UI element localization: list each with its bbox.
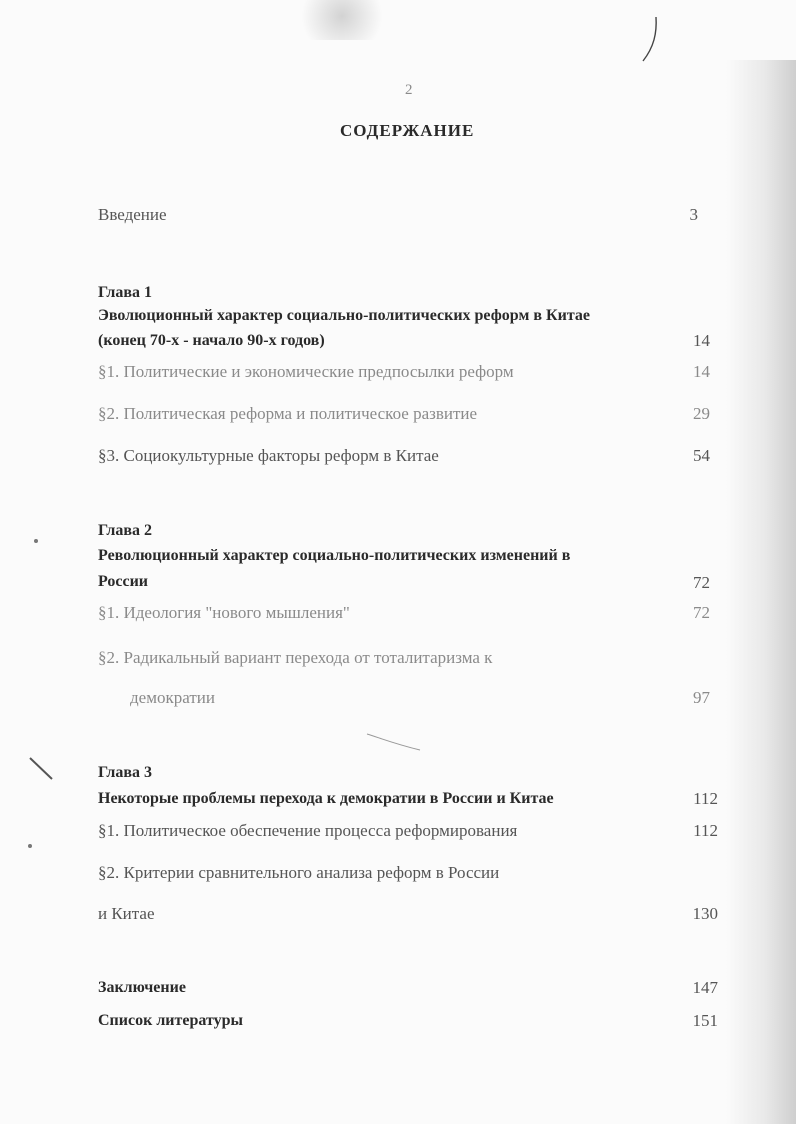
chapter3-page: 112 <box>693 789 718 808</box>
page-title: СОДЕРЖАНИЕ <box>340 121 475 140</box>
chapter1-section1-label: §1. Политические и экономические предпосылки реформ <box>98 362 514 381</box>
chapter2-page: 72 <box>693 573 710 592</box>
toc-conclusion-page: 147 <box>692 978 718 997</box>
chapter1-title-line1: Эволюционный характер социально-политических реформ в Китае <box>98 307 590 324</box>
chapter2-heading: Глава 2 <box>98 522 152 539</box>
toc-bibliography-page: 151 <box>692 1011 718 1030</box>
chapter1-section3-page: 54 <box>693 446 710 465</box>
chapter3-section2-label-cont: и Китае <box>98 904 155 923</box>
chapter3-section1-page: 112 <box>693 821 718 840</box>
chapter1-title-line2: (конец 70-х - начало 90-х годов) <box>98 332 325 349</box>
chapter2-section1-label: §1. Идеология "нового мышления" <box>98 603 350 622</box>
chapter2-section2-label-cont: демократии <box>130 688 215 707</box>
chapter3-section1-label: §1. Политическое обеспечение процесса реформирования <box>98 821 518 840</box>
chapter2-title-line2: России <box>98 573 149 590</box>
stray-dot <box>24 840 36 852</box>
toc-intro-page: 3 <box>689 205 698 224</box>
chapter2-section2-page: 97 <box>693 688 710 707</box>
chapter1-page: 14 <box>693 331 710 350</box>
pen-stroke-mark <box>640 15 660 65</box>
scan-noise <box>300 0 440 40</box>
chapter1-section2-page: 29 <box>693 404 710 423</box>
chapter1-heading: Глава 1 <box>98 284 152 301</box>
chapter3-section2-label: §2. Критерии сравнительного анализа реформ в России <box>98 863 500 882</box>
stray-mark <box>28 755 58 785</box>
chapter2-title-line1: Революционный характер социально-политических изменений в <box>98 547 571 564</box>
page-number: 2 <box>405 82 413 98</box>
chapter1-section2-label: §2. Политическая реформа и политическое развитие <box>98 404 478 423</box>
chapter3-heading: Глава 3 <box>98 764 152 781</box>
stray-dot <box>30 535 42 547</box>
toc-bibliography-label: Список литературы <box>98 1012 243 1029</box>
chapter3-section2-page: 130 <box>692 904 718 923</box>
chapter1-section3-label: §3. Социокультурные факторы реформ в Китае <box>98 446 439 465</box>
chapter2-section2-label: §2. Радикальный вариант перехода от тоталитаризма к <box>98 648 493 667</box>
toc-intro-label: Введение <box>98 205 167 224</box>
stray-scribble <box>365 730 425 752</box>
toc-conclusion-label: Заключение <box>98 979 186 996</box>
scan-shadow-edge <box>726 60 796 1124</box>
chapter2-section1-page: 72 <box>693 603 710 622</box>
chapter1-section1-page: 14 <box>693 362 710 381</box>
chapter3-title-line1: Некоторые проблемы перехода к демократии в России и Китае <box>98 790 554 807</box>
